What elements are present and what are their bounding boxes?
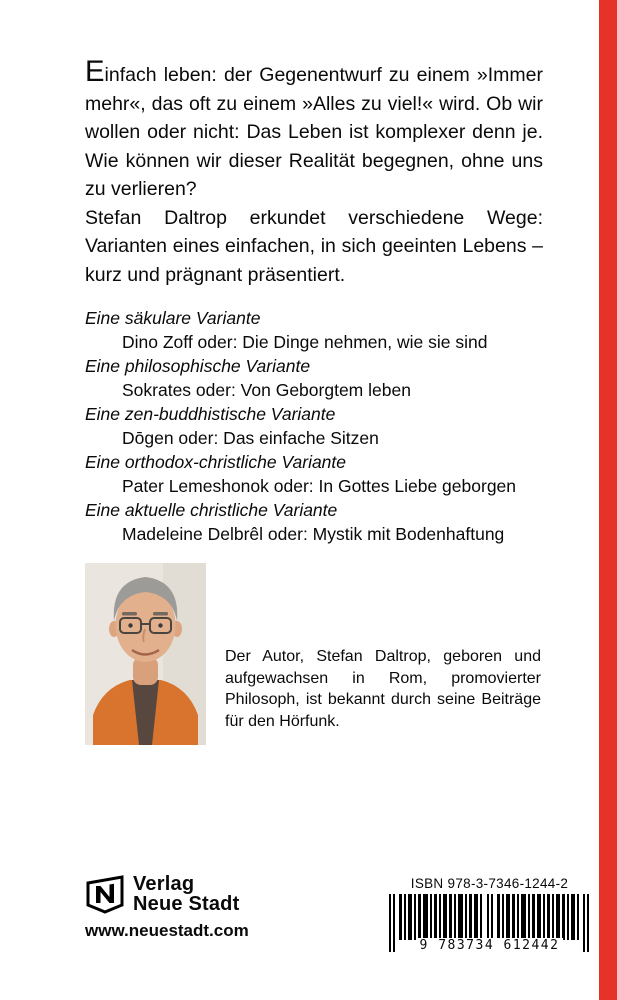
blurb-block xyxy=(85,58,543,289)
variant-entry: Madeleine Delbrêl oder: Mystik mit Bodenhaftung xyxy=(122,524,505,544)
author-section xyxy=(85,563,543,745)
variant-item xyxy=(85,306,555,354)
author-portrait-image xyxy=(85,563,206,745)
variant-entry: Sokrates oder: Von Geborgtem leben xyxy=(122,380,411,400)
variant-item xyxy=(85,450,555,498)
variant-item xyxy=(85,498,555,546)
variant-label: Eine orthodox-christliche Variante xyxy=(85,452,347,472)
author-bio: Der Autor, Stefan Daltrop, geboren und aufgewachsen in Rom, promovierter Philosoph, ist bekannt durch seine Beiträge für den Hörfunk. xyxy=(225,648,541,730)
variant-item xyxy=(85,402,555,450)
variant-label: Eine aktuelle christliche Variante xyxy=(85,500,338,520)
variant-entry: Dōgen oder: Das einfache Sitzen xyxy=(122,428,379,448)
barcode xyxy=(387,894,592,952)
variant-label: Eine säkulare Variante xyxy=(85,308,261,328)
blurb-paragraph-1: Einfach leben: der Gegenentwurf zu einem »Immer mehr«, das oft zu einem »Alles zu viel!« wird. Ob wir wollen oder nicht: Das Leben ist komplexer denn je. Wie können wir dieser Realität begegnen, ohne uns zu verlieren? xyxy=(85,56,543,200)
publisher-name-line1: Verlag xyxy=(133,873,195,895)
blurb-paragraph-2: Stefan Daltrop erkundet verschiedene Wege: Varianten eines einfachen, in sich geeinten Lebens – kurz und prägnant präsentiert. xyxy=(85,206,543,286)
variant-list xyxy=(85,306,555,546)
isbn-label: ISBN 978-3-7346-1244-2 xyxy=(410,876,569,891)
variant-item xyxy=(85,354,555,402)
barcode-digits: 9 783734 612442 xyxy=(416,938,564,953)
variant-entry: Pater Lemeshonok oder: In Gottes Liebe geborgen xyxy=(122,476,517,496)
isbn-block xyxy=(387,876,592,952)
publisher-block xyxy=(85,874,249,941)
variant-label: Eine zen-buddhistische Variante xyxy=(85,404,336,424)
spine-stripe xyxy=(599,0,617,1000)
publisher-name-line2: Neue Stadt xyxy=(133,893,240,915)
publisher-website: www.neuestadt.com xyxy=(85,921,249,940)
variant-label: Eine philosophische Variante xyxy=(85,356,311,376)
variant-entry: Dino Zoff oder: Die Dinge nehmen, wie sie sind xyxy=(122,332,488,352)
publisher-logo-icon xyxy=(85,874,125,914)
publisher-name xyxy=(133,874,239,914)
publisher-logo-row xyxy=(85,874,249,914)
author-photo xyxy=(85,563,206,745)
